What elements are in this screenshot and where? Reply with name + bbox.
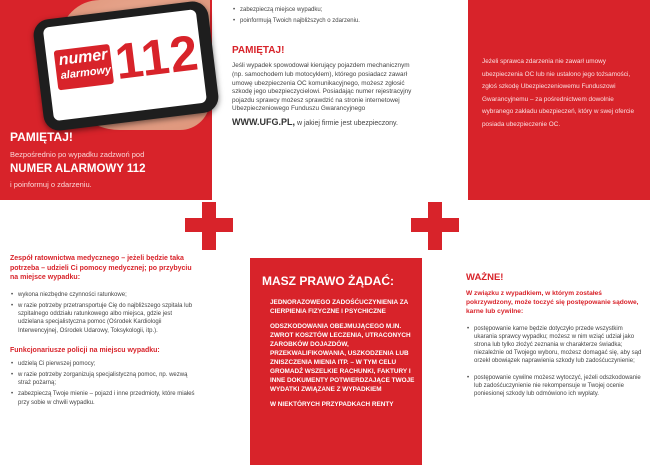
panel-a-line1: Bezpośrednio po wypadku zadzwoń pod	[10, 150, 145, 159]
panel-b-heading: PAMIĘTAJ!	[232, 45, 285, 57]
panel-rights	[250, 258, 422, 465]
panel-emergency	[0, 0, 212, 200]
panel-f-subheading: W związku z wypadkiem, w którym zostałeś pokrzywdzony, może toczyć się postępowanie sądowe, karne lub cywilne:	[466, 290, 639, 316]
badge-line1: numer	[57, 46, 109, 70]
panel-e-bullets	[262, 298, 422, 409]
panel-d-bullet: • zabezpieczą Twoje mienie – pojazd i inne przedmioty, które miałeś przy sobie w chwili wypadku.	[18, 390, 198, 406]
phone-illustration	[32, 0, 220, 132]
panel-f-bullet: • postępowanie cywilne możesz wytoczyć, jeżeli odszkodowanie lub zadośćuczynienie nie rekompensuje w Twojej ocenie poniesionej szkody lub odmówiono ich wypłaty.	[474, 374, 644, 399]
panel-b-bullet: • zabezpieczą miejsce wypadku;	[240, 6, 432, 14]
panel-f-heading: WAŻNE!	[466, 272, 504, 283]
panel-e-bullet: ODSZKODOWANIA OBEJMUJĄCEGO M.IN. ZWROT KOSZTÓW LECZENIA, UTRACONYCH ZAROBKÓW DOJAZDÓW, PRZEKWALIFIKOWANIA, USZKODZENIA LUB ZNISZCZENIA MIENIA ITP. – W TYM CELU GROMADŹ WSZELKIE RACHUNKI, FAKTURY I INNE DOKUMENTY POTWIERDZAJĄCE TWOJE WYDATKI ZWIĄZANE Z WYPADKIEM	[270, 323, 415, 393]
panel-medical-police	[10, 254, 198, 410]
panel-b-bullet: • poinformują Twoich najbliższych o zdarzeniu.	[240, 17, 432, 25]
ufg-link[interactable]: WWW.UFG.PL,	[232, 116, 295, 127]
panel-d-heading: Zespół ratownictwa medycznego – jeżeli będzie taka potrzeba – udzieli Ci pomocy medycznej; po przybyciu na miejsce wypadku:	[10, 255, 192, 282]
panel-remember-ufg	[232, 6, 432, 127]
panel-b-site-tail: w jakiej firmie jest ubezpieczony.	[295, 119, 398, 127]
panel-uninsured	[468, 0, 650, 200]
panel-b-site-line	[232, 117, 432, 127]
panel-d-bullet: • wykona niezbędne czynności ratunkowe;	[18, 291, 198, 299]
panel-e-bullet: JEDNORAZOWEGO ZADOŚĆUCZYNIENIA ZA CIERPIENIA FIZYCZNE I PSYCHICZNE	[270, 299, 408, 315]
panel-important	[466, 272, 644, 401]
panel-a-line2: NUMER ALARMOWY 112	[10, 163, 146, 175]
panel-e-bullet: W NIEKTÓRYCH PRZYPADKACH RENTY	[270, 401, 394, 408]
panel-a-line3: i poinformuj o zdarzeniu.	[10, 180, 92, 189]
badge-line2: alarmowy	[60, 63, 112, 82]
badge-number: 112	[112, 24, 202, 91]
panel-f-bullets	[466, 325, 644, 399]
panel-b-bullets	[232, 6, 432, 25]
panel-d-bullets1	[10, 291, 198, 335]
panel-d-subheading: Funkcjonariusze policji na miejscu wypadku:	[10, 346, 160, 354]
panel-d-bullets2	[10, 360, 198, 407]
panel-e-heading: MASZ PRAWO ŻĄDAĆ:	[262, 274, 394, 288]
panel-f-bullet: • postępowanie karne będzie dotyczyło przede wszystkim ukarania sprawcy wypadku; możesz w nim wziąć udział jako strona lub tylko złożyć zeznania w charakterze świadka; niezależnie od Twojego wyboru, możesz domagać się, aby sąd orzekł obowiązek naprawienia szkody lub zadośćuczynienie;	[474, 325, 644, 366]
panel-c-text: Jeżeli sprawca zdarzenia nie zawarł umowy ubezpieczenia OC lub nie ustalono jego tożsamości, zgłoś szkodę Ubezpieczeniowemu Funduszowi Gwarancyjnemu – za pośrednictwem dowolnie wybranego zakładu ubezpieczeń, który w swej ofercie posiada ubezpieczenie OC.	[482, 58, 635, 128]
phone-screen	[43, 9, 207, 121]
panel-d-bullet: • w razie potrzeby zorganizują specjalistyczną pomoc, np. wezwą straż pożarną;	[18, 371, 198, 387]
cross-left-horizontal	[185, 218, 233, 232]
panel-a-heading: PAMIĘTAJ!	[10, 130, 73, 144]
panel-d-bullet: • w razie potrzeby przetransportuje Cię do najbliższego szpitala lub szpitalnego oddziału ratunkowego albo miejsca, gdzie jest udzielana specjalistyczna pomoc (Ośrodek Kardiologii Interwencyjnej, Ośrodek Udarowy, Toksykologii, itp.).	[18, 302, 198, 335]
panel-d-bullet: • udzielą Ci pierwszej pomocy;	[18, 360, 198, 368]
cross-right-horizontal	[411, 218, 459, 232]
panel-b-body: Jeśli wypadek spowodował kierujący pojazdem mechanicznym (np. samochodem lub motocyklem), którego posiadacz zawarł umowę ubezpieczenia OC komunikacyjnego, możesz zgłosić szkodę jego ubezpieczycielowi. Posiadając numer rejestracyjny pojazdu sprawcy możesz sprawdzić na stronie internetowej Ubezpieczeniowego Funduszu Gwarancyjnego	[232, 62, 412, 113]
